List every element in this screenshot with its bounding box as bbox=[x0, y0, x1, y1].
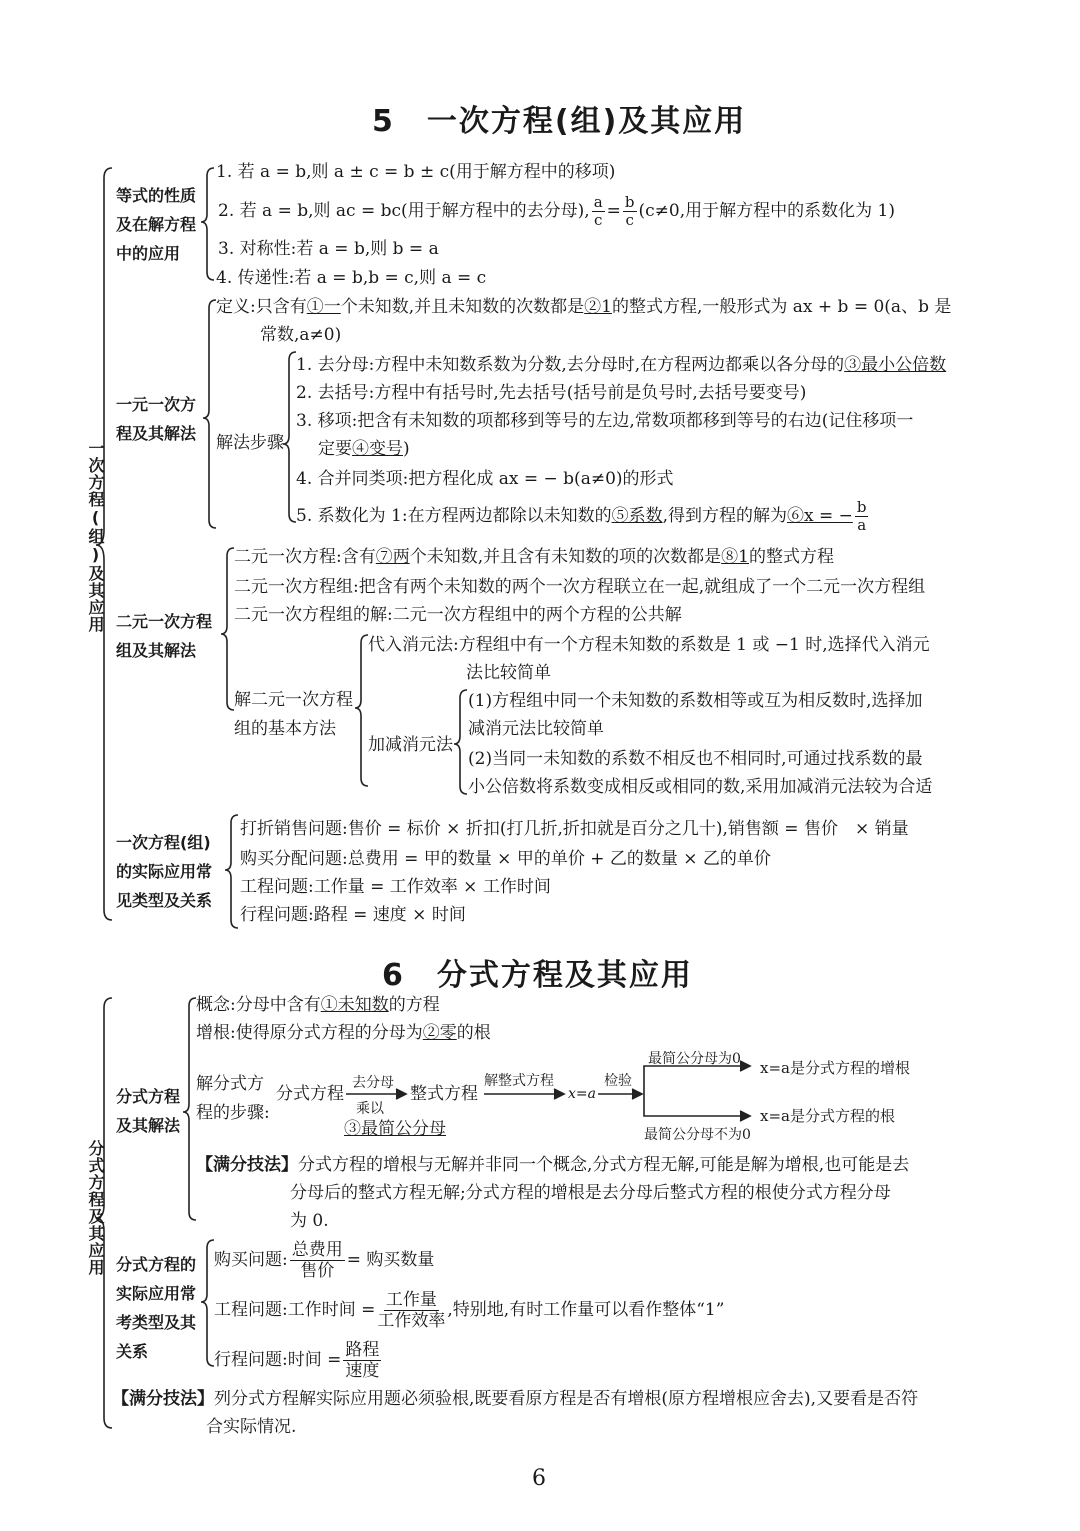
tip-1-line-2: 分母后的整式方程无解;分式方程的增根是去分母后整式方程的根使分式方程分母 bbox=[290, 1183, 891, 1203]
system-group-definition: 二元一次方程组:把含有两个未知数的两个一次方程联立在一起,就组成了一个二元一次方程组 bbox=[234, 577, 926, 597]
section5-title: 5 一次方程(组)及其应用 bbox=[372, 104, 747, 139]
category-fractional-applications: 分式方程的实际应用常考类型及其关系 bbox=[116, 1255, 197, 1361]
application-work: 工程问题:工作量 = 工作效率 × 工作时间 bbox=[240, 877, 551, 897]
section5-vertical-title: 一次方程(组)及其应用 bbox=[86, 440, 105, 633]
flow-split bbox=[644, 1066, 748, 1116]
concept: 概念:分母中含有①未知数的方程 bbox=[196, 995, 440, 1015]
page-number: 6 bbox=[532, 1466, 546, 1491]
application-purchase: 购买分配问题:总费用 = 甲的数量 × 甲的单价 + 乙的数量 × 乙的单价 bbox=[240, 849, 771, 869]
extraneous-root: 增根:使得原分式方程的分母为②零的根 bbox=[196, 1023, 491, 1043]
tip-2-line-1: 【满分技法】列分式方程解实际应用题必须验根,既要看原方程是否有增根(原方程增根应舍去),又要看是否符 bbox=[112, 1389, 919, 1409]
flow-check-label: 检验 bbox=[604, 1073, 632, 1089]
flow-start: 分式方程 bbox=[276, 1084, 344, 1104]
category-applications: 一次方程(组)的实际应用常见类型及关系 bbox=[116, 833, 213, 910]
elimination-1b: 减消元法比较简单 bbox=[468, 719, 604, 739]
elimination-label: 加减消元法 bbox=[368, 735, 453, 755]
elimination-1a: (1)方程组中同一个未知数的系数相等或互为相反数时,选择加 bbox=[468, 691, 923, 711]
substitution-line-2: 法比较简单 bbox=[466, 663, 551, 683]
category-equation-properties: 等式的性质及在解方程中的应用 bbox=[116, 186, 197, 263]
system-solution-definition: 二元一次方程组的解:二元一次方程组中的两个方程的公共解 bbox=[234, 605, 682, 625]
brace-s5-cat4 bbox=[225, 815, 238, 928]
section6-title: 6 分式方程及其应用 bbox=[382, 958, 693, 993]
arrow-up-head bbox=[740, 1061, 750, 1071]
substitution-line-1: 代入消元法:方程组中有一个方程未知数的系数是 1 或 −1 时,选择代入消元 bbox=[368, 635, 930, 655]
property-2: 2. 若 a = b,则 ac = bc(用于解方程中的去分母), $\frac{a}{c}$ = $\frac{b}{c}$ (c≠0,用于解方程中的系数化为 1) bbox=[218, 193, 895, 229]
category-linear-system: 二元一次方程组及其解法 bbox=[116, 612, 213, 660]
step-2: 2. 去括号:方程中有括号时,先去括号(括号前是负号时,去括号要变号) bbox=[296, 383, 807, 403]
tip-1-line-3: 为 0. bbox=[290, 1211, 329, 1231]
elimination-2b: 小公倍数将系数变成相反或相同的数,采用加减消元法较为合适 bbox=[468, 777, 933, 797]
step-3-line-1: 3. 移项:把含有未知数的项都移到等号的左边,常数项都移到等号的右边(记住移项一 bbox=[296, 411, 914, 431]
application-purchase-fraction: 购买问题: $\frac{\text{总费用}}{\text{售价}}$ = 购买数量 bbox=[214, 1240, 435, 1281]
category-linear-equation: 一元一次方程及其解法 bbox=[116, 395, 197, 443]
step-3-line-2: 定要④变号) bbox=[318, 439, 410, 459]
definition-line-1: 定义:只含有①一个未知数,并且未知数的次数都是②1的整式方程,一般形式为 ax + b = 0(a、b 是 bbox=[216, 297, 952, 317]
basic-methods-label: 解二元一次方程组的基本方法 bbox=[234, 690, 353, 739]
category-fractional-equation: 分式方程及其解法 bbox=[116, 1087, 181, 1135]
solving-steps-label: 解分式方程的步骤: bbox=[196, 1074, 270, 1123]
system-definition: 二元一次方程:含有⑦两个未知数,并且含有未知数的项的次数都是⑧1的整式方程 bbox=[234, 547, 834, 567]
flow-lower-condition: 最简公分母不为0 bbox=[644, 1127, 751, 1143]
application-travel-fraction: 行程问题:时间 = $\frac{\text{路程}}{\text{速度}}$ bbox=[214, 1340, 380, 1381]
flow-step1-top: 去分母 bbox=[352, 1075, 394, 1091]
arrow-3-head bbox=[632, 1089, 642, 1099]
definition-line-2: 常数,a≠0) bbox=[260, 325, 342, 345]
arrow-1-head bbox=[396, 1089, 406, 1099]
flow-step1-bottom: 乘以 bbox=[356, 1101, 384, 1117]
elimination-2a: (2)当同一未知数的系数不相反也不相同时,可通过找系数的最 bbox=[468, 749, 923, 769]
step-4: 4. 合并同类项:把方程化成 ax = − b(a≠0)的形式 bbox=[296, 469, 674, 489]
flow-upper-result: x=a是分式方程的增根 bbox=[760, 1059, 910, 1077]
flow-step1-lcd: ③最简公分母 bbox=[344, 1119, 446, 1139]
step-5: 5. 系数化为 1:在方程两边都除以未知数的⑤系数,得到方程的解为⑥x = − $\frac{b}{a}$ bbox=[296, 498, 867, 534]
flow-lower-result: x=a是分式方程的根 bbox=[760, 1107, 895, 1125]
flow-upper-condition: 最简公分母为0 bbox=[648, 1051, 741, 1067]
flow-step2-label: 解整式方程 bbox=[484, 1073, 554, 1089]
steps-label: 解法步骤 bbox=[216, 433, 284, 453]
brace-s5-jiajian bbox=[454, 690, 467, 794]
flow-middle: 整式方程 bbox=[410, 1084, 478, 1104]
property-3: 3. 对称性:若 a = b,则 b = a bbox=[218, 239, 439, 259]
application-work-fraction: 工程问题:工作时间 = $\frac{\text{工作量}}{\text{工作效率}}$ ,特别地,有时工作量可以看作整体“1” bbox=[214, 1290, 725, 1331]
property-1: 1. 若 a = b,则 a ± c = b ± c(用于解方程中的移项) bbox=[216, 162, 616, 182]
tip-1-line-1: 【满分技法】分式方程的增根与无解并非同一个概念,分式方程无解,可能是解为增根,也可能是去 bbox=[196, 1155, 910, 1175]
flow-x-equals-a: x=a bbox=[568, 1086, 596, 1102]
brace-s5-steps bbox=[283, 352, 296, 522]
arrow-down-head bbox=[740, 1111, 750, 1121]
application-travel: 行程问题:路程 = 速度 × 时间 bbox=[240, 905, 466, 925]
property-4: 4. 传递性:若 a = b,b = c,则 a = c bbox=[216, 268, 487, 288]
step-1: 1. 去分母:方程中未知数系数为分数,去分母时,在方程两边都乘以各分母的③最小公倍数 bbox=[296, 355, 947, 375]
arrow-2-head bbox=[554, 1089, 564, 1099]
section6-vertical-title: 分式方程及其应用 bbox=[86, 1140, 105, 1276]
application-discount: 打折销售问题:售价 = 标价 × 折扣(打几折,折扣就是百分之几十),销售额 = 售价 × 销量 bbox=[240, 819, 909, 839]
tip-2-line-2: 合实际情况. bbox=[206, 1417, 297, 1437]
